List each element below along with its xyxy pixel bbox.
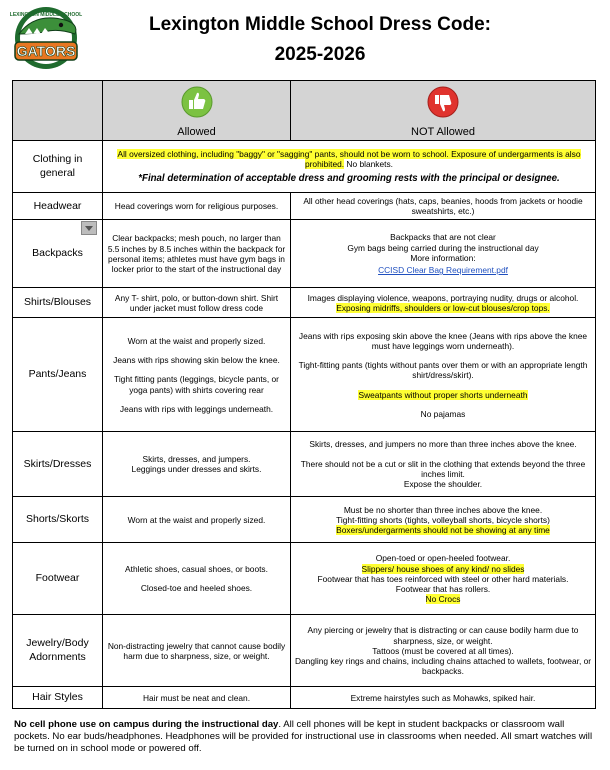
row-label: Clothing in general xyxy=(13,141,103,193)
page-year: 2025-2026 xyxy=(274,44,366,65)
table-header-row xyxy=(13,81,596,141)
pants-na-4: No pajamas xyxy=(420,408,466,419)
header-not-allowed-cell xyxy=(291,81,596,141)
footer-note xyxy=(14,719,594,755)
allowed-cell: Worn at the waist and properly sized. xyxy=(103,497,291,543)
footwear-na-5: No Crocs xyxy=(425,594,461,605)
table-row xyxy=(13,220,596,288)
dress-code-table xyxy=(12,80,596,709)
backpacks-na-2: Gym bags being carried during the instructional day xyxy=(347,242,539,253)
header-blank-cell xyxy=(13,81,103,141)
skirts-na-3: Expose the shoulder. xyxy=(403,479,483,490)
allowed-cell: Non-distracting jewelry that cannot cause bodily harm due to sharpness, size, or weight. xyxy=(103,615,291,687)
footwear-a-2: Closed-toe and heeled shoes. xyxy=(140,583,253,594)
jewelry-na-2: Tattoos (must be covered at all times). xyxy=(372,645,514,656)
table-row xyxy=(13,543,596,615)
footer-bold: No cell phone use on campus during the instructional day xyxy=(14,719,279,730)
not-allowed-cell: All other head coverings (hats, caps, beanies, hoods from jackets or hoodie sweatshirts, etc.) xyxy=(291,193,596,220)
row-label: Shirts/Blouses xyxy=(13,288,103,318)
thumbs-down-icon xyxy=(427,86,459,118)
footwear-a-1: Athletic shoes, casual shoes, or boots. xyxy=(125,564,268,575)
not-allowed-cell xyxy=(291,615,596,687)
pants-a-4: Jeans with rips with leggings underneath. xyxy=(119,403,274,414)
footwear-na-2: Slippers/ house shoes of any kind/ no slides xyxy=(361,563,525,574)
row-label: Shorts/Skorts xyxy=(13,497,103,543)
jewelry-na-1: Any piercing or jewelry that is distracting or can cause bodily harm due to sharpness, size, or weight. xyxy=(307,625,579,646)
shirts-na-2: Exposing midriffs, shoulders or low-cut blouses/crop tops. xyxy=(336,302,550,313)
table-row xyxy=(13,318,596,432)
footwear-na-3: Footwear that has toes reinforced with steel or other hard materials. xyxy=(317,573,569,584)
jewelry-na-3: Dangling key rings and chains, including chains attached to wallets, footwear, or backpacks. xyxy=(294,656,592,677)
clothing-no-blankets: No blankets. xyxy=(344,158,393,169)
pants-na-3: Sweatpants without proper shorts underneath xyxy=(358,389,528,400)
clothing-cell xyxy=(103,141,596,193)
footwear-na-1: Open-toed or open-heeled footwear. xyxy=(375,553,511,564)
shorts-na-3: Boxers/undergarments should not be showing at any time xyxy=(336,525,550,536)
pants-na-2: Tight-fitting pants (tights without pants over them or with an appropriate length shirt/dress/skirt). xyxy=(298,360,588,381)
allowed-cell xyxy=(103,543,291,615)
not-allowed-column-header: NOT Allowed xyxy=(411,126,475,138)
table-row xyxy=(13,497,596,543)
not-allowed-cell xyxy=(291,497,596,543)
not-allowed-cell xyxy=(291,432,596,497)
page-title: Lexington Middle School Dress Code: xyxy=(148,14,492,35)
skirts-na-1: Skirts, dresses, and jumpers no more than three inches above the knee. xyxy=(309,439,577,450)
row-label: Hair Styles xyxy=(13,687,103,709)
not-allowed-cell xyxy=(291,220,596,288)
table-row xyxy=(13,687,596,709)
allowed-cell: Head coverings worn for religious purposes. xyxy=(103,193,291,220)
shirts-na-1: Images displaying violence, weapons, portraying nudity, drugs or alcohol. xyxy=(307,292,579,303)
backpacks-na-3: More information: xyxy=(410,252,476,263)
thumbs-up-icon xyxy=(181,86,213,118)
row-label: Headwear xyxy=(13,193,103,220)
pants-na-1: Jeans with rips exposing skin above the knee (Jeans with rips above the knee must have leggings worn underneath). xyxy=(298,330,588,351)
not-allowed-cell xyxy=(291,288,596,318)
gators-logo xyxy=(5,4,87,72)
row-label: Pants/Jeans xyxy=(13,318,103,432)
row-label: Jewelry/Body Adornments xyxy=(13,615,103,687)
allowed-cell: Any T- shirt, polo, or button-down shirt. Shirt under jacket must follow dress code xyxy=(103,288,291,318)
logo-gators-text: GATORS xyxy=(16,43,76,59)
logo-school-text: LEXINGTON MIDDLE SCHOOL xyxy=(9,12,83,18)
allowed-cell xyxy=(103,432,291,497)
skirts-na-2: There should not be a cut or slit in the clothing that extends beyond the three inches limit. xyxy=(300,458,586,479)
row-label: Footwear xyxy=(13,543,103,615)
dropdown-handle[interactable] xyxy=(81,221,97,235)
table-row xyxy=(13,288,596,318)
table-row xyxy=(13,193,596,220)
not-allowed-cell: Extreme hairstyles such as Mohawks, spiked hair. xyxy=(291,687,596,709)
clothing-rule-text: All oversized clothing, including "baggy" or "sagging" pants, should not be worn to school. Exposure of undergarments is also prohibited. xyxy=(117,148,581,169)
pants-a-2: Jeans with rips showing skin below the knee. xyxy=(113,355,280,366)
backpacks-na-1: Backpacks that are not clear xyxy=(390,232,496,243)
footwear-na-4: Footwear that has rollers. xyxy=(395,584,491,595)
table-row xyxy=(13,141,596,193)
header-allowed-cell xyxy=(103,81,291,141)
clothing-note: *Final determination of acceptable dress and grooming rests with the principal or designee. xyxy=(138,173,560,185)
row-label: Skirts/Dresses xyxy=(13,432,103,497)
not-allowed-cell xyxy=(291,543,596,615)
clear-bag-link[interactable]: CCISD Clear Bag Requirement.pdf xyxy=(378,265,508,276)
skirts-a-1: Skirts, dresses, and jumpers. xyxy=(142,454,251,465)
shorts-na-1: Must be no shorter than three inches above the knee. xyxy=(343,504,543,515)
footer-rest: . All cell phones will be kept in student backpacks or classroom wall pockets. No ear buds/headphones. Headphones will be provided for instructional use in classrooms when needed. All smart watches will be turned on in school mode or powered off. xyxy=(14,719,593,754)
allowed-column-header: Allowed xyxy=(177,126,216,138)
pants-a-3: Tight fitting pants (leggings, bicycle pants, or yoga pants) with shirts covering rear xyxy=(114,374,279,395)
allowed-cell: Hair must be neat and clean. xyxy=(103,687,291,709)
shorts-na-2: Tight-fitting shorts (tights, volleyball shorts, bicycle shorts) xyxy=(336,514,550,525)
table-row xyxy=(13,432,596,497)
not-allowed-cell xyxy=(291,318,596,432)
row-label: Backpacks xyxy=(13,220,103,288)
table-row xyxy=(13,615,596,687)
chevron-down-icon xyxy=(82,222,96,234)
allowed-cell xyxy=(103,318,291,432)
allowed-cell: Clear backpacks; mesh pouch, no larger than 5.5 inches by 8.5 inches within the backpack for personal items; athletes must have gym bags in locker prior to the start of the instructional day xyxy=(103,220,291,288)
skirts-a-2: Leggings under dresses and skirts. xyxy=(131,464,262,475)
pants-a-1: Worn at the waist and properly sized. xyxy=(127,335,266,346)
